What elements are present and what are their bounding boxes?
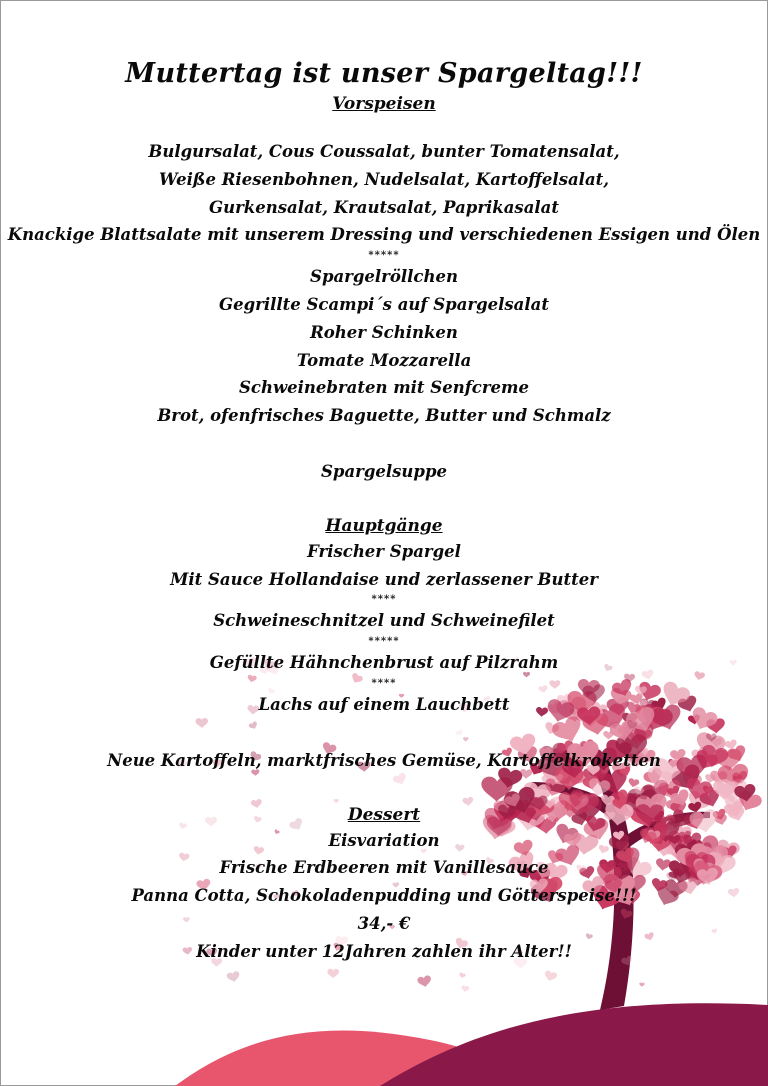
menu-line: Weiße Riesenbohnen, Nudelsalat, Kartoffelsalat, [158,169,609,189]
menu-line: Frische Erdbeeren mit Vanillesauce [219,858,549,878]
separator: ***** [368,250,400,262]
menu-line: Lachs auf einem Lauchbett [258,694,510,714]
kids-note: Kinder unter 12Jahren zahlen ihr Alter!! [196,941,572,961]
heart-shape [226,971,241,984]
menu-line: Panna Cotta, Schokoladenpudding und Götterspeise!!! [131,886,637,906]
menu-line: Schweinebraten mit Senfcreme [239,378,529,398]
section-heading-vorspeisen: Vorspeisen [332,94,436,114]
heart-shape [543,970,558,983]
section-heading-dessert: Dessert [347,804,421,825]
menu-line: Frischer Spargel [307,541,461,561]
heart-shape [461,985,470,993]
menu-line: Bulgursalat, Cous Coussalat, bunter Tomatensalat, [148,142,620,161]
menu-content [0,56,768,966]
menu-line: Gurkensalat, Krautsalat, Paprikasalat [209,197,559,217]
sides-line: Neue Kartoffeln, marktfrisches Gemüse, Kartoffelkroketten [107,750,661,770]
menu-line: Eisvariation [328,830,440,850]
menu-line: Gefüllte Hähnchenbrust auf Pilzrahm [209,653,559,673]
price-label: 34,- € [357,913,411,933]
menu-line: Roher Schinken [310,322,458,342]
section-heading-hauptgaenge: Hauptgänge [325,515,443,536]
soup-line: Spargelsuppe [321,461,447,481]
heart-shape [458,972,466,979]
separator: ***** [368,636,400,648]
separator: **** [371,594,397,606]
heart-shape [639,982,645,987]
menu-line: Tomate Mozzarella [296,350,472,370]
separator: **** [371,677,397,689]
menu-line: Spargelröllchen [310,267,458,287]
menu-line: Brot, ofenfrisches Baguette, Butter und Schmalz [157,406,611,426]
menu-line: Knackige Blattsalate mit unserem Dressing und verschiedenen Essigen und Ölen [7,225,761,245]
page-title: Muttertag ist unser Spargeltag!!! [125,58,643,89]
heart-shape [417,975,432,988]
menu-line: Schweineschnitzel und Schweinefilet [213,611,555,631]
heart-shape [327,969,339,978]
menu-line: Gegrillte Scampi´s auf Spargelsalat [219,294,549,314]
menu-line: Mit Sauce Hollandaise und zerlassener Butter [170,569,598,589]
